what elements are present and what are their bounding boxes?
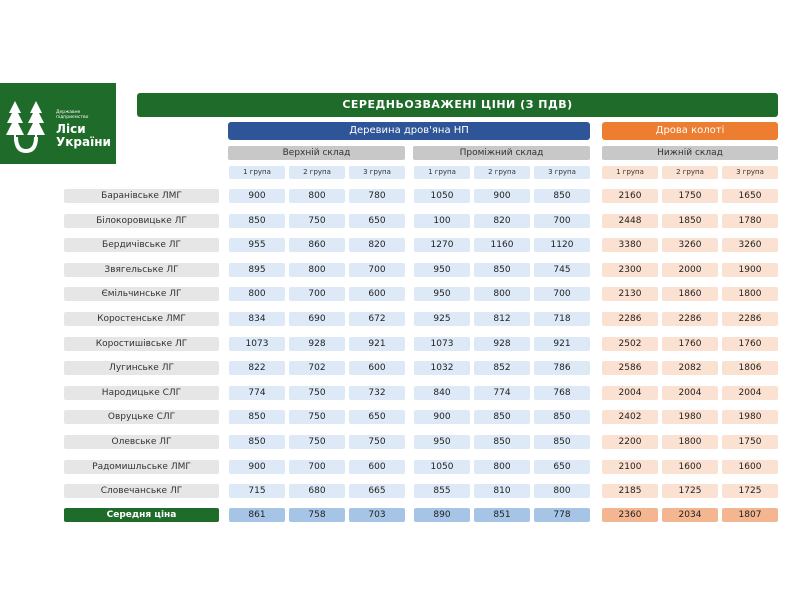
- table-cell: 852: [474, 361, 530, 375]
- table-cell: 2160: [602, 189, 658, 203]
- table-cell: 2000: [662, 263, 718, 277]
- table-cell: 800: [474, 287, 530, 301]
- logo-subtitle-2: підприємство: [56, 115, 89, 120]
- table-cell: 850: [229, 214, 285, 228]
- group-header: 1 група: [229, 166, 285, 179]
- table-cell: 1032: [414, 361, 470, 375]
- table-cell: 850: [229, 410, 285, 424]
- row-label: Ємільчинське ЛГ: [64, 287, 219, 301]
- group-header: 1 група: [414, 166, 470, 179]
- table-cell: 1850: [662, 214, 718, 228]
- table-cell: 1760: [662, 337, 718, 351]
- row-label: Народицьке СЛГ: [64, 386, 219, 400]
- table-cell: 1980: [662, 410, 718, 424]
- table-cell: 2004: [722, 386, 778, 400]
- table-cell: 822: [229, 361, 285, 375]
- table-cell: 745: [534, 263, 590, 277]
- table-cell: 750: [289, 214, 345, 228]
- table-cell: 1860: [662, 287, 718, 301]
- table-cell: 600: [349, 361, 405, 375]
- row-label: Бердичівське ЛГ: [64, 238, 219, 252]
- table-cell: 2300: [602, 263, 658, 277]
- table-cell: 925: [414, 312, 470, 326]
- logo-name-1: Ліси: [56, 122, 86, 136]
- table-cell: 1980: [722, 410, 778, 424]
- table-cell: 921: [534, 337, 590, 351]
- group-header: 2 група: [289, 166, 345, 179]
- table-cell: 900: [474, 189, 530, 203]
- table-cell: 715: [229, 484, 285, 498]
- table-cell: 850: [534, 189, 590, 203]
- row-label: Словечанське ЛГ: [64, 484, 219, 498]
- table-cell: 650: [534, 460, 590, 474]
- table-cell: 2586: [602, 361, 658, 375]
- table-cell: 2502: [602, 337, 658, 351]
- table-cell: 1073: [414, 337, 470, 351]
- table-cell: 1050: [414, 189, 470, 203]
- table-cell: 2185: [602, 484, 658, 498]
- table-cell: 700: [289, 287, 345, 301]
- table-cell: 860: [289, 238, 345, 252]
- table-cell: 1650: [722, 189, 778, 203]
- table-cell: 1120: [534, 238, 590, 252]
- table-cell: 3260: [662, 238, 718, 252]
- table-cell: 2402: [602, 410, 658, 424]
- table-cell: 1900: [722, 263, 778, 277]
- row-label: Радомишльське ЛМГ: [64, 460, 219, 474]
- average-cell: 758: [289, 508, 345, 522]
- table-cell: 732: [349, 386, 405, 400]
- table-cell: 800: [289, 189, 345, 203]
- table-cell: 1806: [722, 361, 778, 375]
- table-cell: 3260: [722, 238, 778, 252]
- row-label: Овруцьке СЛГ: [64, 410, 219, 424]
- table-cell: 800: [534, 484, 590, 498]
- table-cell: 2082: [662, 361, 718, 375]
- table-cell: 850: [474, 410, 530, 424]
- table-cell: 780: [349, 189, 405, 203]
- table-cell: 800: [474, 460, 530, 474]
- table-cell: 702: [289, 361, 345, 375]
- table-cell: 700: [289, 460, 345, 474]
- group-header: 2 група: [474, 166, 530, 179]
- table-cell: 1800: [722, 287, 778, 301]
- table-cell: 750: [289, 410, 345, 424]
- warehouse-upper-header: Верхній склад: [228, 146, 405, 160]
- table-cell: 718: [534, 312, 590, 326]
- table-cell: 2004: [662, 386, 718, 400]
- table-cell: 1750: [722, 435, 778, 449]
- table-cell: 1270: [414, 238, 470, 252]
- table-cell: 850: [229, 435, 285, 449]
- table-cell: 900: [229, 460, 285, 474]
- row-label: Звягельське ЛГ: [64, 263, 219, 277]
- average-cell: 890: [414, 508, 470, 522]
- page-title: СЕРЕДНЬОЗВАЖЕНІ ЦІНИ (З ПДВ): [137, 93, 778, 117]
- table-cell: 950: [414, 263, 470, 277]
- table-cell: 850: [474, 263, 530, 277]
- table-cell: 1780: [722, 214, 778, 228]
- table-cell: 768: [534, 386, 590, 400]
- table-cell: 812: [474, 312, 530, 326]
- table-cell: 700: [534, 214, 590, 228]
- table-cell: 955: [229, 238, 285, 252]
- trees-logo-icon: [6, 99, 56, 159]
- table-cell: 950: [414, 287, 470, 301]
- row-label: Білокоровицьке ЛГ: [64, 214, 219, 228]
- warehouse-middle-header: Проміжний склад: [413, 146, 590, 160]
- table-cell: 950: [414, 435, 470, 449]
- table-cell: 1050: [414, 460, 470, 474]
- average-cell: 2034: [662, 508, 718, 522]
- table-cell: 672: [349, 312, 405, 326]
- average-cell: 778: [534, 508, 590, 522]
- table-cell: 2286: [662, 312, 718, 326]
- table-cell: 2004: [602, 386, 658, 400]
- table-cell: 2448: [602, 214, 658, 228]
- table-cell: 100: [414, 214, 470, 228]
- table-cell: 600: [349, 287, 405, 301]
- table-cell: 1160: [474, 238, 530, 252]
- section-wood-header: Деревина дров'яна НП: [228, 122, 590, 140]
- table-cell: 1725: [662, 484, 718, 498]
- logo-name-2: України: [56, 135, 111, 149]
- table-cell: 2286: [722, 312, 778, 326]
- table-cell: 786: [534, 361, 590, 375]
- average-cell: 1807: [722, 508, 778, 522]
- table-cell: 820: [349, 238, 405, 252]
- table-cell: 834: [229, 312, 285, 326]
- table-cell: 600: [349, 460, 405, 474]
- table-cell: 850: [534, 410, 590, 424]
- table-cell: 921: [349, 337, 405, 351]
- average-cell: 2360: [602, 508, 658, 522]
- row-label: Коростишівське ЛГ: [64, 337, 219, 351]
- table-cell: 1760: [722, 337, 778, 351]
- group-header: 2 група: [662, 166, 718, 179]
- table-cell: 3380: [602, 238, 658, 252]
- table-cell: 2286: [602, 312, 658, 326]
- table-cell: 928: [474, 337, 530, 351]
- average-label: Середня ціна: [64, 508, 219, 522]
- table-cell: 855: [414, 484, 470, 498]
- table-cell: 800: [289, 263, 345, 277]
- table-cell: 665: [349, 484, 405, 498]
- table-cell: 650: [349, 410, 405, 424]
- table-cell: 1725: [722, 484, 778, 498]
- table-cell: 700: [349, 263, 405, 277]
- table-cell: 850: [474, 435, 530, 449]
- table-cell: 1800: [662, 435, 718, 449]
- table-cell: 1600: [662, 460, 718, 474]
- table-cell: 690: [289, 312, 345, 326]
- table-cell: 2100: [602, 460, 658, 474]
- table-cell: 800: [229, 287, 285, 301]
- table-cell: 820: [474, 214, 530, 228]
- table-cell: 700: [534, 287, 590, 301]
- table-cell: 850: [534, 435, 590, 449]
- row-label: Коростенське ЛМГ: [64, 312, 219, 326]
- table-cell: 928: [289, 337, 345, 351]
- group-header: 3 група: [349, 166, 405, 179]
- table-cell: 810: [474, 484, 530, 498]
- row-label: Баранівське ЛМГ: [64, 189, 219, 203]
- warehouse-lower-header: Нижній склад: [602, 146, 778, 160]
- logo: [0, 83, 116, 164]
- table-cell: 900: [414, 410, 470, 424]
- table-cell: 750: [289, 435, 345, 449]
- average-cell: 851: [474, 508, 530, 522]
- section-firewood-header: Дрова колоті: [602, 122, 778, 140]
- table-cell: 895: [229, 263, 285, 277]
- table-cell: 650: [349, 214, 405, 228]
- table-cell: 680: [289, 484, 345, 498]
- group-header: 3 група: [534, 166, 590, 179]
- table-cell: 750: [349, 435, 405, 449]
- table-cell: 774: [229, 386, 285, 400]
- table-cell: 2130: [602, 287, 658, 301]
- group-header: 1 група: [602, 166, 658, 179]
- table-cell: 840: [414, 386, 470, 400]
- logo-subtitle-1: Державне: [56, 110, 81, 115]
- row-label: Лугинське ЛГ: [64, 361, 219, 375]
- average-cell: 861: [229, 508, 285, 522]
- group-header: 3 група: [722, 166, 778, 179]
- table-cell: 1600: [722, 460, 778, 474]
- table-cell: 1073: [229, 337, 285, 351]
- table-cell: 750: [289, 386, 345, 400]
- table-cell: 1750: [662, 189, 718, 203]
- table-cell: 900: [229, 189, 285, 203]
- table-cell: 2200: [602, 435, 658, 449]
- table-cell: 774: [474, 386, 530, 400]
- row-label: Олевське ЛГ: [64, 435, 219, 449]
- average-cell: 703: [349, 508, 405, 522]
